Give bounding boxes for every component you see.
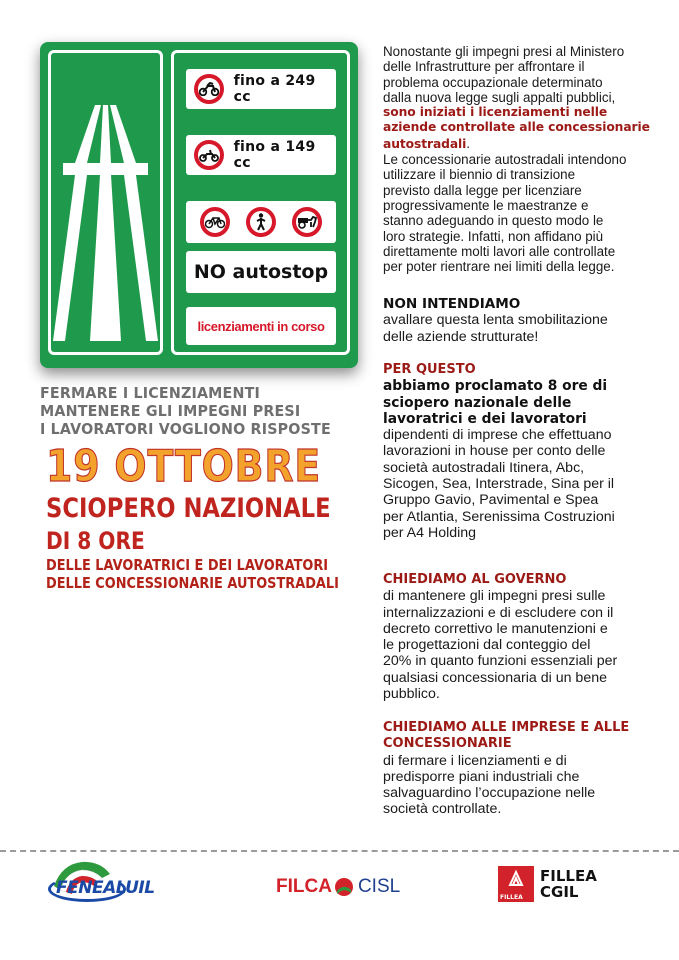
feneal-uil-logo xyxy=(48,856,155,906)
feneal-uil-wordmark: FENEALUIL xyxy=(56,878,155,898)
text-line: pubblico. xyxy=(383,686,440,703)
bold-line: abbiamo proclamato 8 ore di xyxy=(383,378,608,395)
text-line: delle Infrastrutture per affrontare il xyxy=(383,59,585,75)
text-line: previsto dalla legge per licenziare xyxy=(383,182,582,198)
section-heading: CHIEDIAMO ALLE IMPRESE E ALLE xyxy=(383,720,630,735)
highlight-line: sono iniziati i licenziamenti nelle xyxy=(383,105,608,120)
text-line: di fermare i licenziamenti e di xyxy=(383,752,567,769)
fillea-emblem-label: FILLEA xyxy=(500,894,523,901)
text-line: dalla nuova legge sugli appalti pubblici, xyxy=(383,89,616,105)
text-line: predisporre piani industriali che xyxy=(383,768,580,785)
text-line: utilizzare il biennio di transizione xyxy=(383,167,576,183)
text-line: Sicogen, Sea, Interstrade, Sina per il xyxy=(383,476,615,493)
plate-three-bans xyxy=(186,201,336,243)
cisl-wordmark: CISL xyxy=(357,876,401,897)
strike-target-line: DELLE CONCESSIONARIE AUTOSTRADALI xyxy=(46,574,339,592)
fillea-cgil-logo xyxy=(498,866,597,902)
text-line: qualsiasi concessionaria di un bene xyxy=(383,669,607,686)
prohibitions-panel xyxy=(171,50,350,355)
no-autostop-text: NO autostop xyxy=(193,261,329,283)
fillea-wordmark: FILLEA xyxy=(540,867,597,885)
text-line: 20% in quanto funzioni essenziali per xyxy=(383,653,618,670)
plate1-label: fino a 249 cc xyxy=(233,73,316,105)
text-line: società autostradali Itinera, Abc, xyxy=(383,459,585,476)
slogan-line: I LAVORATORI VOGLIONO RISPOSTE xyxy=(40,420,331,438)
plate-mopeds xyxy=(186,135,336,175)
fillea-emblem-icon xyxy=(498,866,534,902)
text-line: stanno adeguando in questo modo le xyxy=(383,213,604,229)
text-line: per Atlantia, Serenissima Costruzioni xyxy=(383,508,615,525)
intro-paragraph xyxy=(383,44,673,274)
filca-cisl-logo xyxy=(276,876,400,898)
text-line: per A4 Holding xyxy=(383,524,477,541)
text-line: progressivamente le maestranze e xyxy=(383,197,589,213)
text-line: lavorazioni in house per conto delle xyxy=(383,443,606,460)
text-line: Nonostante gli impegni presi al Ministero xyxy=(383,44,625,59)
section-heading: PER QUESTO xyxy=(383,362,476,377)
bold-line: lavoratrici e dei lavoratori xyxy=(383,410,587,427)
per-questo-section xyxy=(383,362,673,541)
chiediamo-governo-section xyxy=(383,572,673,702)
licenziamenti-text: licenziamenti in corso xyxy=(197,318,325,334)
text-line: decreto correttivo le manutenzioni e xyxy=(383,620,608,637)
section-heading: CONCESSIONARIE xyxy=(383,736,512,752)
text-line: di mantenere gli impegni presi sulle xyxy=(383,588,606,605)
plate2-label: fino a 149 cc xyxy=(233,139,316,171)
strike-date: 19 OTTOBRE xyxy=(46,441,322,492)
left-slogans xyxy=(40,384,360,438)
filca-wordmark: FILCA xyxy=(276,876,332,897)
motorway-road-icon xyxy=(51,53,160,352)
text-line: le progettazioni dal conteggio del xyxy=(383,637,591,654)
text-line: per poter rientrare nei limiti della legge. xyxy=(383,259,615,275)
text-line: direttamente molti lavori alle controllate xyxy=(383,243,616,259)
motorway-sign-image xyxy=(40,42,358,368)
text-line: problema occupazionale determinato xyxy=(383,74,603,90)
period: . xyxy=(466,135,471,151)
strike-target xyxy=(46,556,339,592)
text-line: Le concessionarie autostradali intendono xyxy=(383,152,627,168)
cgil-wordmark: CGIL xyxy=(540,883,579,901)
no-bicycle-icon xyxy=(200,207,230,237)
highlight-line: aziende controllate alle concessionarie xyxy=(383,120,650,135)
plate-motorcycles xyxy=(186,69,336,109)
text-line: loro strategie. Infatti, non affidano più xyxy=(383,228,604,244)
chiediamo-imprese-section xyxy=(383,720,673,818)
slogan-line: FERMARE I LICENZIAMENTI xyxy=(40,384,260,402)
footer-divider xyxy=(0,850,679,852)
text-line: Gruppo Gavio, Pavimental e Spea xyxy=(383,492,599,509)
strike-duration: DI 8 ORE xyxy=(46,527,145,555)
text-line: internalizzazioni e di escludere con il xyxy=(383,604,614,621)
section-heading: NON INTENDIAMO xyxy=(383,296,521,312)
no-pedestrian-icon xyxy=(246,207,276,237)
motorway-symbol-panel xyxy=(48,50,163,355)
no-moped-icon xyxy=(194,140,224,170)
text-line: società controllate. xyxy=(383,801,502,818)
strike-target-line: DELLE LAVORATRICI E DEI LAVORATORI xyxy=(46,556,329,574)
text-line: delle aziende strutturate! xyxy=(383,328,539,345)
plate-no-autostop xyxy=(186,251,336,293)
filca-cisl-emblem-icon xyxy=(334,877,354,897)
text-line: salvaguardino l’occupazione nelle xyxy=(383,785,596,802)
plate-licenziamenti xyxy=(186,307,336,345)
non-intendiamo-section xyxy=(383,296,673,345)
no-cart-icon xyxy=(292,207,322,237)
text-line: avallare questa lenta smobilitazione xyxy=(383,312,608,329)
bold-line: sciopero nazionale delle xyxy=(383,394,572,411)
highlight-line: autostradali xyxy=(383,136,467,151)
text-line: dipendenti di imprese che effettuano xyxy=(383,427,612,444)
slogan-line: MANTENERE GLI IMPEGNI PRESI xyxy=(40,402,301,420)
strike-title: SCIOPERO NAZIONALE xyxy=(46,493,331,524)
section-heading: CHIEDIAMO AL GOVERNO xyxy=(383,572,567,587)
no-motorcycle-icon xyxy=(194,74,224,104)
